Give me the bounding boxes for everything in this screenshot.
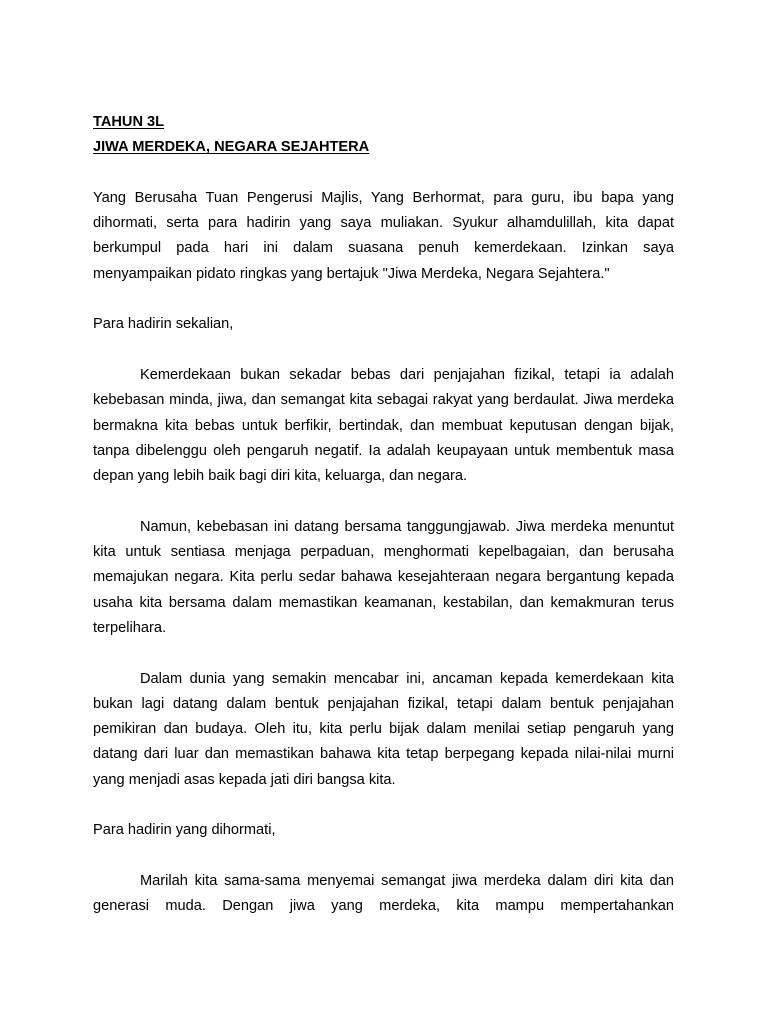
body-paragraph-1: Kemerdekaan bukan sekadar bebas dari penjajahan fizikal, tetapi ia adalah kebebasan minda, jiwa, dan semangat kita sebagai rakyat yang berdaulat. Jiwa merdeka bermakna kita bebas untuk berfikir, bertindak, dan membuat keputusan dengan bijak, tanpa dibelenggu oleh pengaruh negatif. Ia adalah keupayaan untuk membentuk masa depan yang lebih baik bagi diri kita, keluarga, dan negara. (93, 366, 674, 485)
spacer (93, 793, 674, 818)
spacer (93, 489, 674, 514)
body-paragraph-2: Namun, kebebasan ini datang bersama tanggungjawab. Jiwa merdeka menuntut kita untuk sentiasa menjaga perpaduan, menghormati kepelbagaian, dan berusaha memajukan negara. Kita perlu sedar bahawa kesejahteraan negara bergantung kepada usaha kita bersama dalam memastikan keamanan, kestabilan, dan kemakmuran terus terpelihara. (93, 518, 674, 636)
spacer (93, 338, 674, 363)
opening-paragraph: Yang Berusaha Tuan Pengerusi Majlis, Yang Berhormat, para guru, ibu bapa yang dihormati, serta para hadirin yang saya muliakan. Syukur alhamdulillah, kita dapat berkumpul pada hari ini dalam suasana penuh kemerdekaan. Izinkan saya menyampaikan pidato ringkas yang bertajuk "Jiwa Merdeka, Negara Sejahtera." (93, 189, 674, 282)
body-paragraph-3: Dalam dunia yang semakin mencabar ini, ancaman kepada kemerdekaan kita bukan lagi datang dalam bentuk penjajahan fizikal, tetapi dalam bentuk penjajahan pemikiran dan budaya. Oleh itu, kita perlu bijak dalam menilai setiap pengaruh yang datang dari luar dan memastikan bahawa kita tetap berpegang kepada nilai-nilai murni yang menjadi asas kepada jati diri bangsa kita. (93, 670, 674, 788)
document-body (93, 110, 674, 920)
spacer (93, 161, 674, 186)
salutation-1: Para hadirin sekalian, (93, 316, 234, 333)
body-paragraph-4: Marilah kita sama-sama menyemai semangat jiwa merdeka dalam diri kita dan generasi muda. Dengan jiwa yang merdeka, kita mampu mempertahankan (93, 872, 674, 915)
spacer (93, 844, 674, 869)
class-heading: TAHUN 3L (93, 114, 165, 130)
spacer (93, 287, 674, 312)
salutation-2: Para hadirin yang dihormati, (93, 822, 276, 839)
speech-title: JIWA MERDEKA, NEGARA SEJAHTERA (93, 139, 370, 156)
spacer (93, 641, 674, 666)
